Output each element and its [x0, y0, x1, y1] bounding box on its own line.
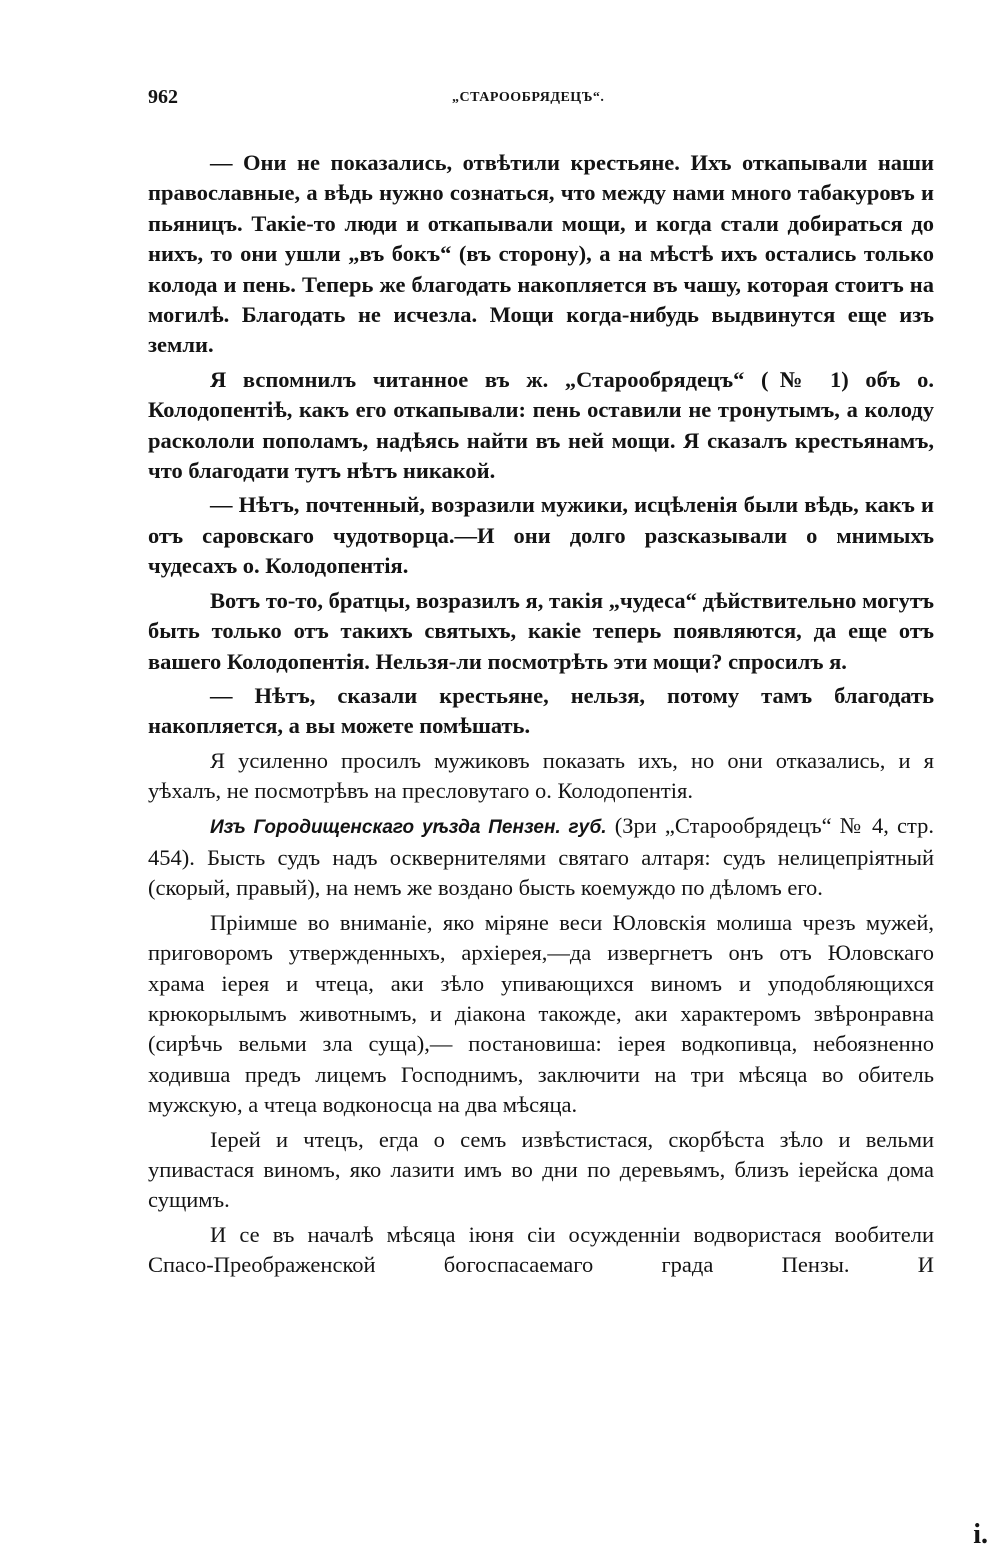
- paragraph: — Они не показались, отвѣтили крестьяне. Ихъ откапывали наши православные, а вѣдь нужно сознаться, что между нами много табакуровъ и пьяницъ. Такіе-то люди и откапывали мощи, и когда стали добираться до нихъ, то они ушли „въ бокъ“ (въ сторону), а на мѣстѣ ихъ остались только колода и пень. Теперь же благодать накопляется въ чашу, которая стоитъ на могилѣ. Благодать не исчезла. Мощи когда-нибудь выдвинутся еще изъ земли.: [148, 150, 934, 358]
- paragraph: Вотъ то-то, братцы, возразилъ я, такія „чудеса“ дѣйствительно могутъ быть только отъ такихъ святыхъ, какіе теперь появляются, да еще отъ вашего Колодопентія. Нельзя-ли посмотрѣть эти мощи? спросилъ я.: [148, 587, 934, 674]
- section-paragraph: [148, 811, 934, 904]
- paragraph: — Нѣтъ, почтенный, возразили мужики, исцѣленія были вѣдь, какъ и отъ саровскаго чудотворца.—И они долго разсказывали о мнимыхъ чудесахъ о. Колодопентія.: [148, 492, 934, 579]
- corner-mark: i.: [973, 1519, 988, 1550]
- paragraph: И се въ началѣ мѣсяца іюня сіи осужденніи водвористася вообители Спасо-Преображенской богоспасаемаго града Пензы. И: [148, 1221, 934, 1278]
- paragraph: Іерей и чтецъ, егда о семъ извѣстистася, скорбѣста зѣло и вельми упивастася виномъ, яко лазити имъ во дни по деревьямъ, близъ іерейска дома сущимъ.: [148, 1126, 934, 1213]
- paragraph: Пріимше во вниманіе, яко міряне веси Юловскія молиша чрезъ мужей, приговоромъ утвержденныхъ, архіерея,—да извергнетъ онъ отъ Юловскаго храма іерея и чтеца, аки зѣло упивающихся виномъ и уподобляющихся крюкорылымъ животнымъ, и діакона такожде, аки характеромъ звѣронравна (сирѣчь вельми зла суща),— постановиша: іерея водкопивца, небоязненно ходивша предъ лицемъ Господнимъ, заключити на три мѣсяца во обитель мужскую, а чтеца водконосца на два мѣсяца.: [148, 909, 934, 1118]
- paragraph: Я усиленно просилъ мужиковъ показать ихъ, но они отказались, и я уѣхалъ, не посмотрѣвъ на пресловутаго о. Колодопентія.: [148, 747, 934, 804]
- page-number: 962: [148, 86, 178, 108]
- section-intro-text: (Зри „Старообрядецъ“ № 4, стр. 454). Бысть судъ надъ осквернителями святаго алтаря: судъ нелицепріятный (скорый, правый), на немъ же воздано бысть коемуждо по дѣломъ его.: [148, 812, 934, 901]
- paragraph: — Нѣтъ, сказали крестьяне, нельзя, потому тамъ благодать накопляется, а вы можете помѣшать.: [148, 682, 934, 739]
- running-title: „СТАРООБРЯДЕЦЪ“.: [452, 90, 605, 105]
- location-label: Изъ Городищенскаго уѣзда Пензен. губ.: [210, 816, 607, 838]
- body-text: [148, 148, 934, 1285]
- paragraph: Я вспомнилъ читанное въ ж. „Старообрядецъ“ (№ 1) объ о. Колодопентіѣ, какъ его откапывали: пень оставили не тронутымъ, а колоду раскололи пополамъ, надѣясь найти въ ней мощи. Я сказалъ крестьянамъ, что благодати тутъ нѣтъ никакой.: [148, 366, 934, 484]
